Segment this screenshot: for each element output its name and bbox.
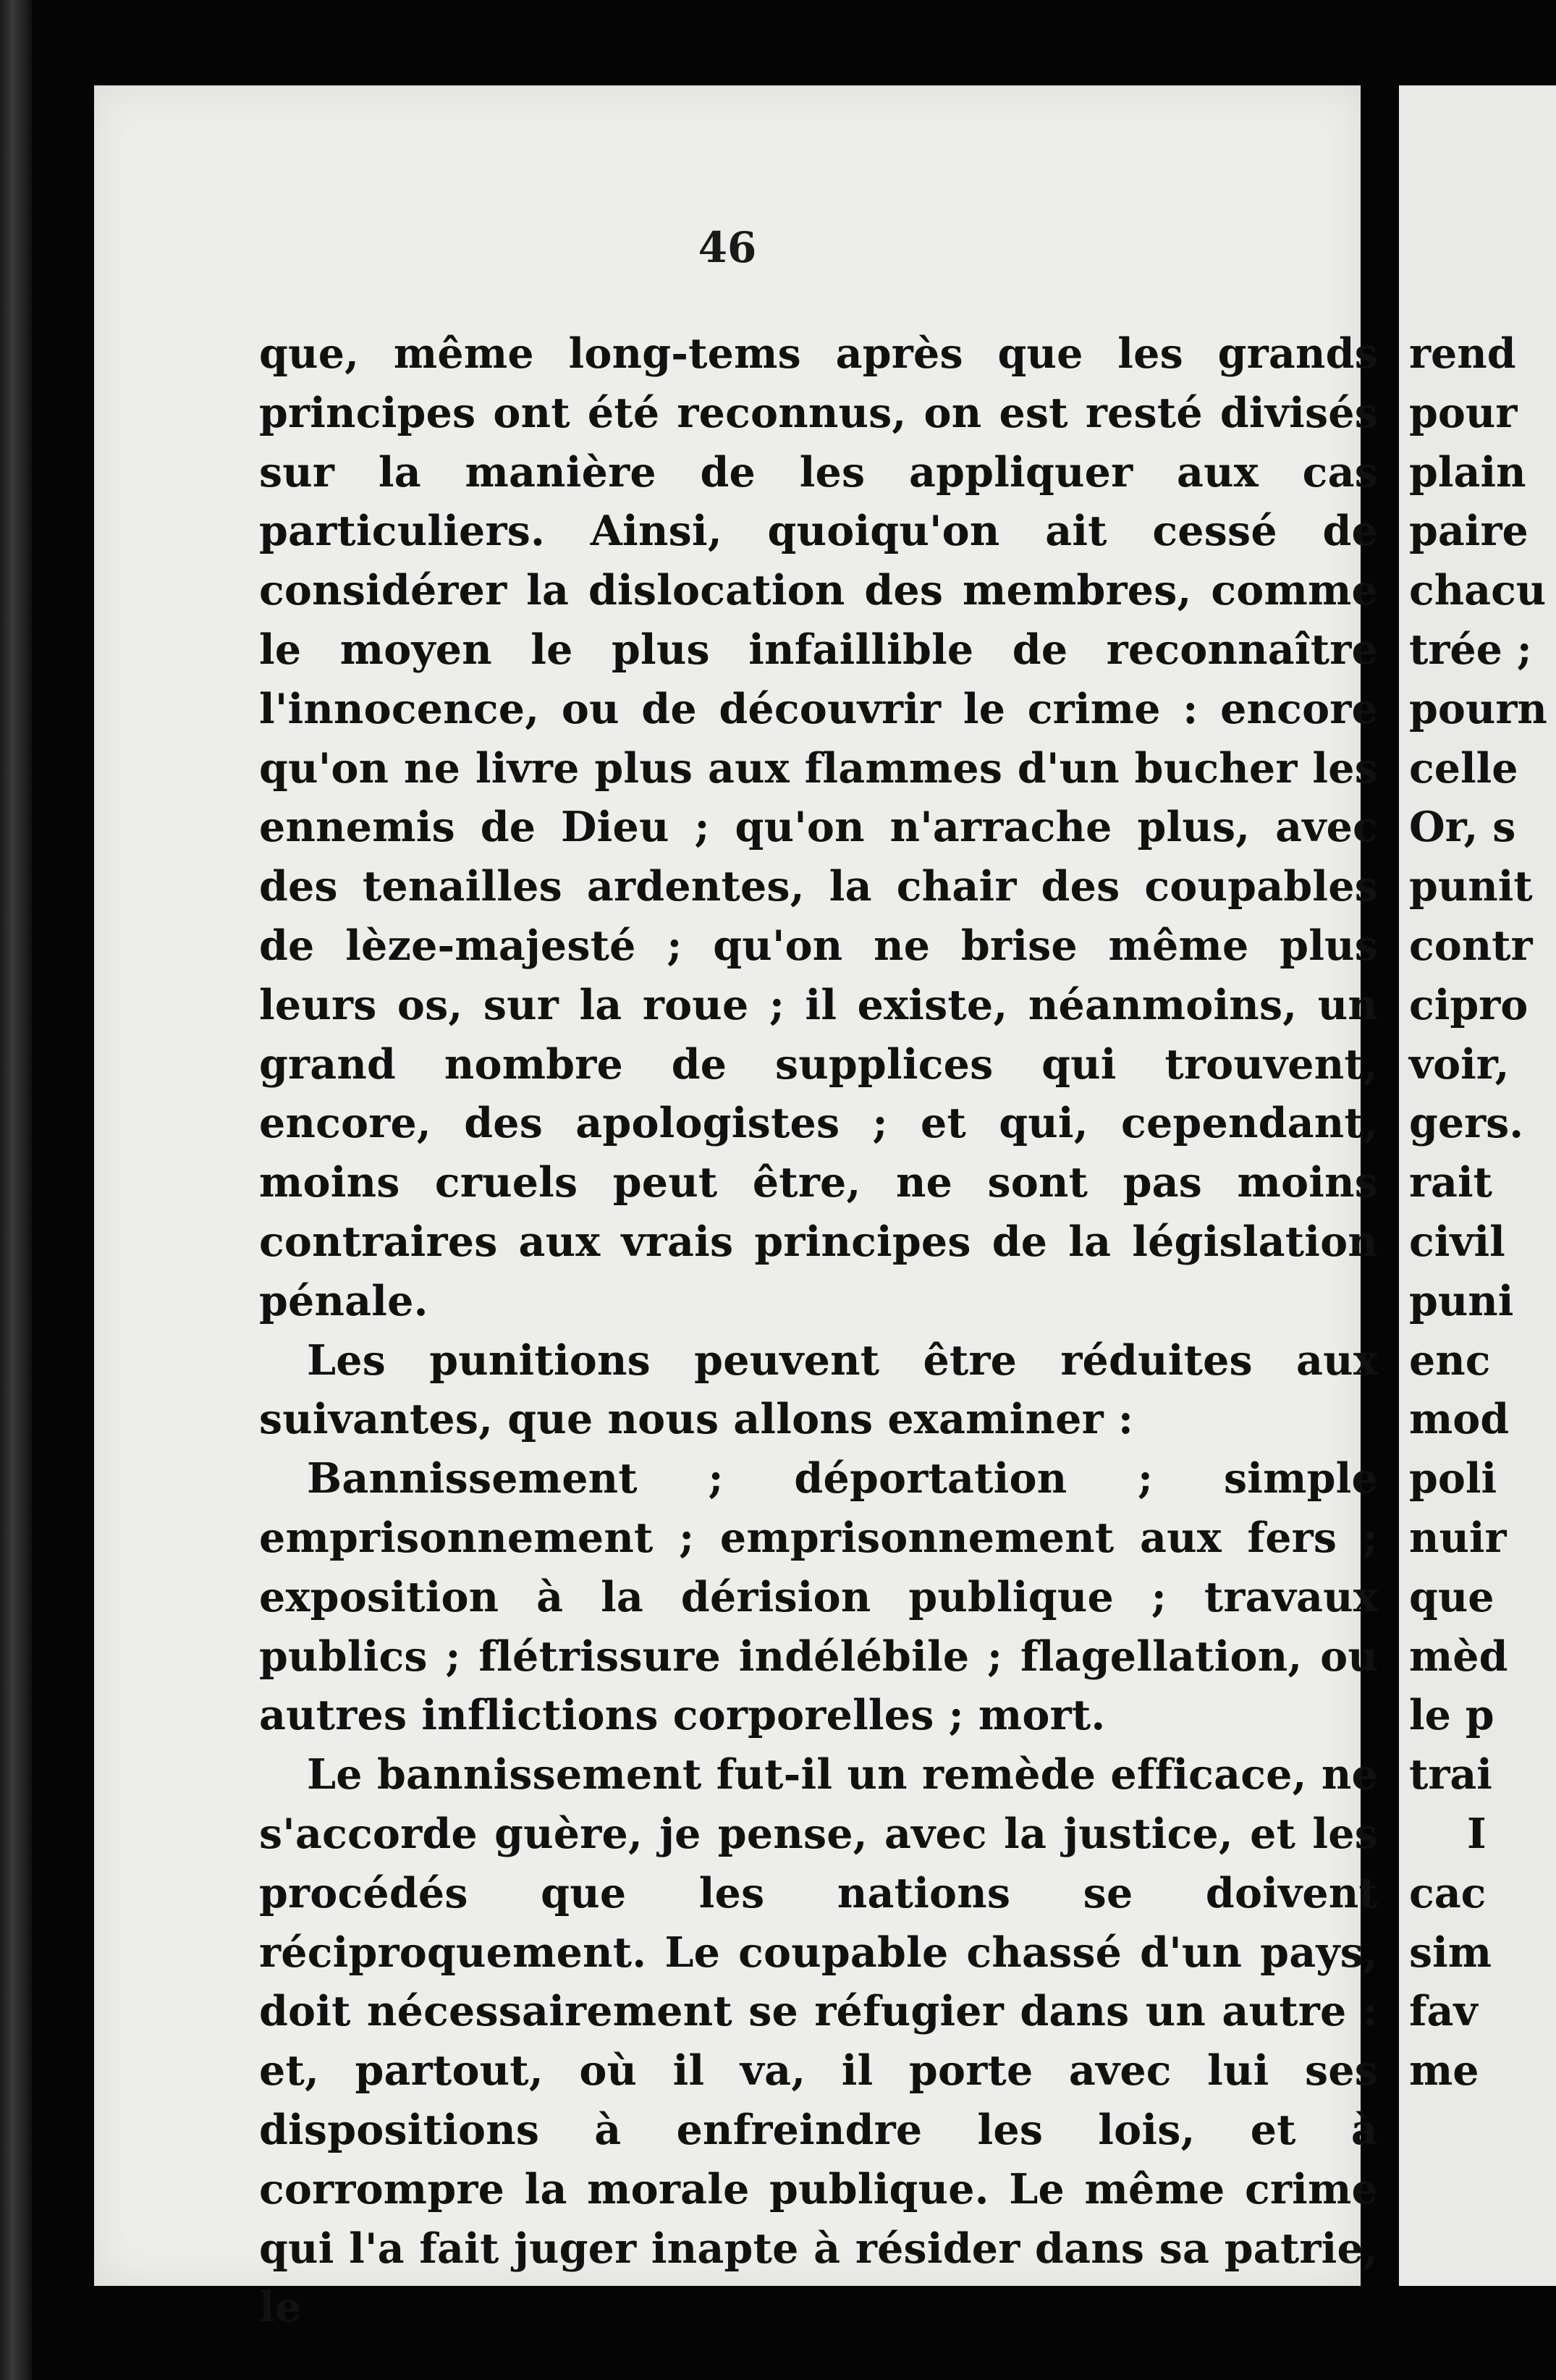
next-page-line: gers. xyxy=(1409,1099,1524,1148)
paragraph-2: Les punitions peuvent être réduites aux suivantes, que nous allons examiner : xyxy=(259,1335,1378,1444)
next-page-line: pour xyxy=(1409,388,1518,437)
book-binding-edge xyxy=(0,0,32,2380)
next-page-line: sim xyxy=(1409,1928,1492,1977)
next-page-line: civil xyxy=(1409,1217,1505,1266)
page-text-block xyxy=(259,324,1378,2337)
next-page-line: paire xyxy=(1409,507,1528,556)
page-number: 46 xyxy=(698,223,757,272)
paragraph-3: Bannissement ; déportation ; simple emprisonnement ; emprisonnement aux fers ; exposition à la dérision publique ; travaux publics ; flétrissure indélébile ; flagellation, ou autres inflictions corporelles ; mort. xyxy=(259,1454,1378,1740)
next-page-line: mod xyxy=(1409,1395,1510,1444)
paragraph-1: que, même long-tems après que les grands principes ont été reconnus, on est resté divisés sur la manière de les appliquer aux cas particuliers. Ainsi, quoiqu'on ait cessé de considérer la dislocation des membres, comme le moyen le plus infaillible de reconnaître l'innocence, ou de découvrir le crime : encore qu'on ne livre plus aux flammes d'un bucher les ennemis de Dieu ; qu'on n'arrache plus, avec des tenailles ardentes, la chair des coupables de lèze-majesté ; qu'on ne brise même plus leurs os, sur la roue ; il existe, néanmoins, un grand nombre de supplices qui trouvent, encore, des apologistes ; et qui, cependant, moins cruels peut être, ne sont pas moins contraires aux vrais principes de la législation pénale. xyxy=(259,329,1378,1325)
book-page xyxy=(94,85,1378,2332)
next-page-line: trée ; xyxy=(1409,625,1532,674)
next-page-line: fav xyxy=(1409,1987,1478,2036)
next-page-edge xyxy=(1399,85,1556,2286)
next-page-line: mèd xyxy=(1409,1632,1508,1681)
next-page-line: trai xyxy=(1409,1750,1492,1799)
next-page-line: enc xyxy=(1409,1335,1491,1385)
next-page-line: poli xyxy=(1409,1454,1497,1503)
next-page-line: puni xyxy=(1409,1276,1514,1325)
next-page-line: plain xyxy=(1409,447,1526,497)
next-page-line: nuir xyxy=(1409,1513,1507,1562)
paragraph-4: Le bannissement fut-il un remède efficace, ne s'accorde guère, je pense, avec la justice, et les procédés que les nations se doivent réciproquement. Le coupable chassé d'un pays, doit nécessairement se réfugier dans un autre : et, partout, où il va, il porte avec lui ses dispositions à enfreindre les lois, et à corrompre la morale publique. Le même crime qui l'a fait juger inapte à résider dans sa patrie, le xyxy=(259,1750,1378,2332)
next-page-line: I xyxy=(1467,1809,1487,1858)
next-page-line: rend xyxy=(1409,329,1516,378)
next-page-line: voir, xyxy=(1409,1039,1510,1089)
next-page-line: cipro xyxy=(1409,980,1528,1029)
next-page-lines xyxy=(1409,324,1547,2101)
next-page-line: celle xyxy=(1409,743,1518,793)
next-page-line: rait xyxy=(1409,1158,1492,1207)
next-page-line: que xyxy=(1409,1572,1494,1621)
next-page-line: chacu xyxy=(1409,566,1547,615)
next-page-line: me xyxy=(1409,2046,1479,2096)
next-page-line: punit xyxy=(1409,862,1533,911)
next-page-line: pourn xyxy=(1409,684,1547,733)
next-page-line: le p xyxy=(1409,1691,1494,1740)
next-page-line: Or, s xyxy=(1409,803,1516,852)
next-page-line: cac xyxy=(1409,1868,1487,1917)
next-page-line: contr xyxy=(1409,921,1533,970)
